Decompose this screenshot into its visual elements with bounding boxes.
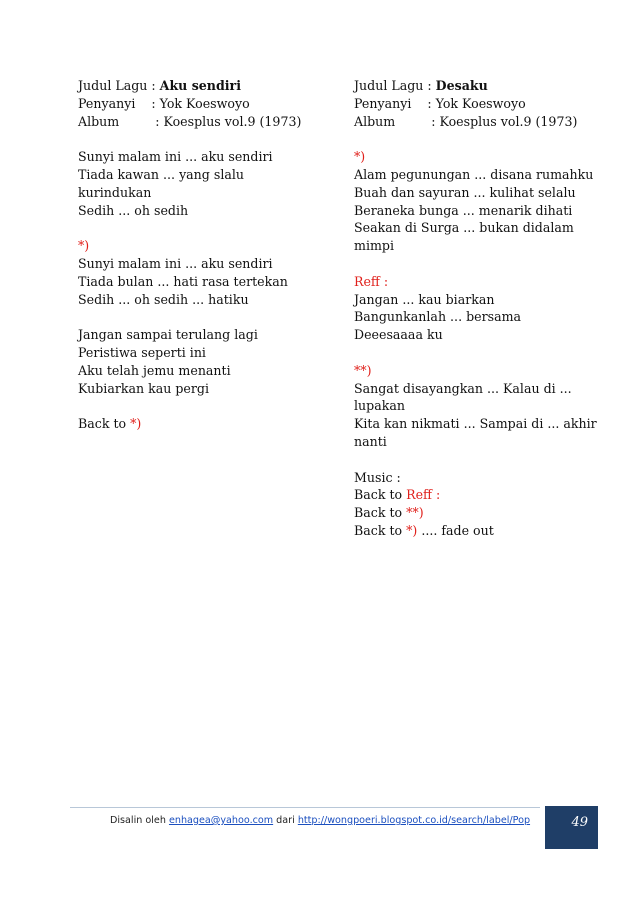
song-title: Desaku: [435, 78, 488, 93]
reff-marker: Reff :: [354, 273, 389, 289]
meta-singer-row: [78, 95, 328, 113]
lyric-line: nanti: [354, 433, 387, 449]
music-line: Music :: [354, 469, 401, 485]
lyric-line: Sangat disayangkan ... Kalau di ...: [354, 380, 572, 396]
reff-marker: Reff :: [406, 487, 441, 503]
lyric-line: lupakan: [354, 398, 405, 414]
lyric-line: Sedih ... oh sedih ... hatiku: [78, 291, 249, 307]
meta-sep: :: [395, 113, 440, 129]
section-marker: *): [78, 238, 90, 254]
singer: Yok Koeswoyo: [435, 95, 526, 111]
meta-album-row: [354, 113, 604, 131]
back-to-text: Back to: [78, 416, 131, 432]
back-to-text: Back to: [354, 505, 407, 521]
meta-title-row: [78, 77, 328, 95]
meta-label: Album: [78, 113, 120, 129]
meta-label: Judul Lagu: [354, 78, 424, 93]
source-url-link[interactable]: http://wongpoeri.blogspot.co.id/search/label/Pop: [297, 815, 531, 826]
back-to-line: [354, 486, 604, 504]
section-marker: *): [354, 149, 366, 165]
singer: Yok Koeswoyo: [159, 95, 250, 111]
album: Koesplus vol.9 (1973): [163, 113, 302, 129]
meta-label: Judul Lagu: [78, 78, 148, 93]
page-number: 49: [571, 815, 588, 830]
meta-title-row: [354, 77, 604, 95]
right-song: [354, 77, 604, 540]
back-to-text: Back to: [354, 522, 407, 538]
meta-sep: :: [423, 78, 436, 93]
meta-sep: :: [119, 113, 164, 129]
lyric-line: Sunyi malam ini ... aku sendiri: [78, 149, 273, 165]
right-meta: [354, 77, 604, 130]
song-title: Aku sendiri: [159, 78, 241, 93]
page-number-box: [545, 806, 598, 849]
lyric-line: Seakan di Surga ... bukan didalam: [354, 220, 574, 236]
back-to-text: Back to: [354, 487, 407, 503]
back-to-line: [354, 504, 604, 522]
lyric-line: Sunyi malam ini ... aku sendiri: [78, 255, 273, 271]
section-marker: **): [406, 505, 424, 521]
meta-album-row: [78, 113, 328, 131]
album: Koesplus vol.9 (1973): [439, 113, 578, 129]
section-marker: *): [130, 416, 142, 432]
email-link[interactable]: enhagea@yahoo.com: [168, 815, 274, 826]
footer-divider: [70, 807, 540, 808]
footer-credit: [110, 815, 530, 826]
meta-label: Penyanyi: [78, 95, 136, 111]
lyric-line: Tiada bulan ... hati rasa tertekan: [78, 273, 288, 289]
lyric-line: Aku telah jemu menanti: [78, 362, 231, 378]
left-meta: [78, 77, 328, 130]
meta-label: Album: [354, 113, 396, 129]
lyric-line: Kubiarkan kau pergi: [78, 380, 209, 396]
meta-sep: :: [147, 78, 160, 93]
lyric-line: Beraneka bunga ... menarik dihati: [354, 202, 573, 218]
left-song: [78, 77, 328, 433]
lyric-line: Jangan ... kau biarkan: [354, 291, 495, 307]
footer-prefix: Disalin oleh: [110, 815, 169, 826]
back-to-line: [78, 415, 328, 433]
meta-singer-row: [354, 95, 604, 113]
lyric-line: Jangan sampai terulang lagi: [78, 327, 258, 343]
footer-middle: dari: [273, 815, 298, 826]
lyric-line: Bangunkanlah ... bersama: [354, 309, 522, 325]
lyric-line: Kita kan nikmati ... Sampai di ... akhir: [354, 416, 597, 432]
back-to-line: [354, 522, 604, 540]
meta-sep: :: [135, 95, 160, 111]
lyric-line: Peristiwa seperti ini: [78, 344, 206, 360]
lyric-line: Buah dan sayuran ... kulihat selalu: [354, 184, 576, 200]
fade-out-text: .... fade out: [417, 522, 494, 538]
meta-sep: :: [411, 95, 436, 111]
meta-label: Penyanyi: [354, 95, 412, 111]
section-marker: **): [354, 362, 372, 378]
lyric-line: Deeesaaaa ku: [354, 327, 443, 343]
lyric-line: kurindukan: [78, 184, 152, 200]
lyric-line: Sedih ... oh sedih: [78, 202, 189, 218]
lyric-line: Tiada kawan ... yang slalu: [78, 166, 245, 182]
lyric-line: Alam pegunungan ... disana rumahku: [354, 166, 594, 182]
lyric-line: mimpi: [354, 238, 395, 254]
section-marker: *): [406, 522, 418, 538]
